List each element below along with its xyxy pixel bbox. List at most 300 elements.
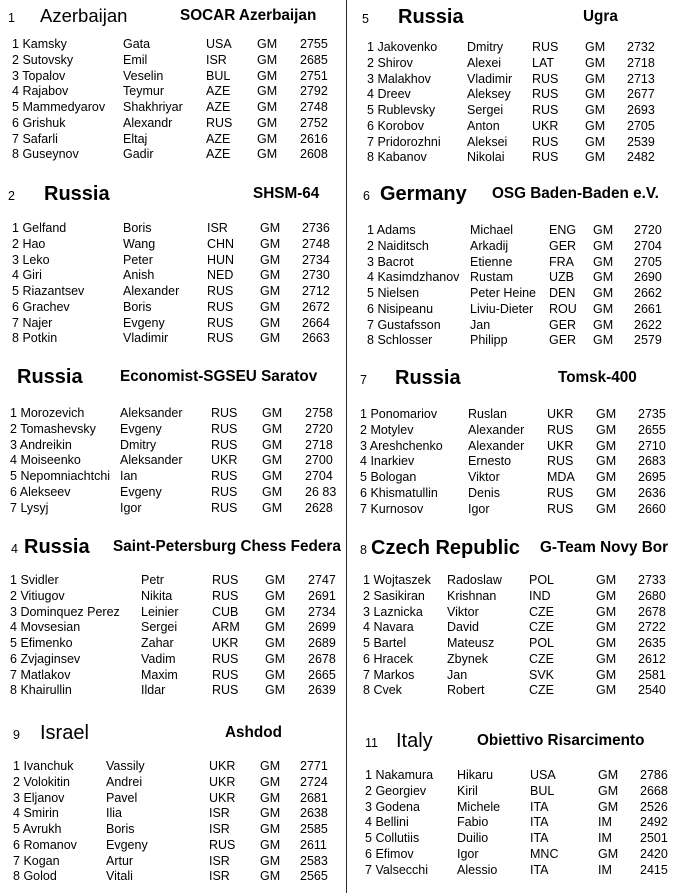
player-rating: 2579 — [634, 333, 662, 348]
board-number: 6 — [363, 651, 370, 666]
player-first-name: Pavel — [106, 790, 138, 805]
player-board-and-surname — [12, 331, 57, 347]
player-first-name: Aleksander — [120, 406, 183, 420]
team-seed-number: 2 — [8, 189, 15, 203]
player-federation: AZE — [206, 131, 231, 146]
player-rating: 2668 — [640, 783, 668, 798]
board-number: 1 — [13, 759, 20, 773]
player-first-name: Igor — [468, 501, 490, 516]
player-title: GM — [260, 759, 281, 773]
player-board-and-surname — [12, 284, 84, 300]
board-number: 4 — [360, 454, 367, 469]
player-row — [347, 502, 681, 518]
player-surname: Efimov — [375, 846, 414, 861]
player-rating: 2581 — [638, 667, 666, 682]
player-federation: FRA — [549, 254, 574, 269]
player-surname: Laznicka — [373, 604, 423, 619]
player-title: GM — [257, 100, 278, 114]
player-title: GM — [596, 651, 617, 666]
player-row — [347, 636, 681, 652]
player-title: GM — [585, 71, 606, 86]
player-row — [0, 37, 345, 53]
player-row — [0, 300, 345, 316]
player-title: GM — [596, 588, 617, 603]
team-seed-number: 5 — [362, 12, 369, 26]
player-row — [0, 668, 345, 684]
player-first-name: Boris — [123, 299, 152, 314]
board-number: 2 — [13, 774, 20, 789]
player-title: GM — [596, 422, 617, 437]
player-board-and-surname — [367, 270, 459, 286]
player-title: GM — [265, 620, 286, 635]
player-row — [347, 668, 681, 684]
player-rating: 2720 — [634, 223, 662, 237]
player-board-and-surname — [367, 302, 433, 318]
player-first-name: Evgeny — [120, 484, 162, 499]
player-federation: RUS — [212, 651, 239, 666]
player-title: GM — [585, 103, 606, 117]
player-federation: ENG — [549, 223, 577, 237]
player-first-name: Etienne — [470, 254, 513, 269]
player-title: GM — [585, 118, 606, 133]
player-first-name: Arkadij — [470, 238, 509, 253]
player-federation: RUS — [547, 485, 574, 500]
player-first-name: Anish — [123, 268, 155, 283]
player-first-name: Mateusz — [447, 636, 495, 650]
board-number: 8 — [12, 331, 19, 346]
board-number: 3 — [10, 604, 17, 619]
board-number: 6 — [12, 299, 19, 314]
player-surname: Guseynov — [22, 147, 79, 162]
board-number: 7 — [12, 131, 19, 146]
player-title: GM — [593, 317, 614, 332]
player-federation: RUS — [211, 469, 238, 483]
team-seed-number: 4 — [11, 542, 18, 556]
player-row — [0, 438, 345, 454]
player-first-name: Sergei — [141, 620, 178, 635]
player-surname: Jakovenko — [377, 40, 438, 54]
player-surname: Cvek — [373, 683, 402, 698]
board-number: 7 — [13, 853, 20, 868]
board-number: 3 — [363, 604, 370, 619]
player-surname: Collutiis — [375, 831, 420, 845]
player-title: GM — [257, 68, 278, 83]
player-first-name: Viktor — [447, 604, 479, 619]
player-first-name: Duilio — [457, 831, 489, 845]
player-title: GM — [596, 470, 617, 484]
board-number: 7 — [10, 667, 17, 682]
player-row — [347, 223, 681, 239]
player-rating: 2735 — [638, 407, 666, 421]
player-title: GM — [598, 783, 619, 798]
player-surname: Rajabov — [22, 84, 69, 99]
player-federation: ISR — [209, 806, 230, 821]
player-federation: RUS — [212, 667, 239, 682]
board-number: 4 — [13, 806, 20, 821]
player-rating: 2699 — [308, 620, 336, 635]
player-surname: Kamsky — [22, 37, 67, 51]
player-federation: POL — [529, 636, 555, 650]
player-board-and-surname — [360, 423, 414, 439]
player-surname: Bartel — [373, 636, 407, 650]
player-rating: 2655 — [638, 422, 666, 437]
player-surname: Kogan — [23, 853, 60, 868]
player-board-and-surname — [12, 300, 70, 316]
board-number: 4 — [10, 453, 17, 468]
player-surname: Movsesian — [20, 620, 81, 635]
board-number: 1 — [12, 37, 19, 51]
player-surname: Leko — [22, 252, 50, 267]
player-board-and-surname — [12, 237, 45, 253]
player-federation: RUS — [207, 331, 234, 346]
board-number: 2 — [363, 588, 370, 603]
player-row — [347, 605, 681, 621]
player-title: GM — [596, 485, 617, 500]
player-row — [347, 103, 681, 119]
player-surname: Navara — [373, 620, 414, 635]
board-number: 5 — [363, 636, 370, 650]
board-number: 2 — [12, 52, 19, 67]
board-number: 5 — [12, 100, 19, 114]
player-row — [347, 815, 681, 831]
player-rating: 2771 — [300, 759, 328, 773]
player-title: GM — [585, 150, 606, 165]
player-first-name: Dmitry — [120, 437, 157, 452]
player-board-and-surname — [12, 221, 66, 237]
player-board-and-surname — [367, 255, 414, 271]
player-first-name: Michael — [470, 223, 514, 237]
player-row — [0, 84, 345, 100]
team-club-name: Economist-SGSEU Saratov — [120, 368, 318, 385]
player-board-and-surname — [10, 501, 48, 517]
player-row — [347, 333, 681, 349]
board-number: 4 — [363, 620, 370, 635]
player-title: GM — [262, 421, 283, 436]
board-number: 2 — [10, 588, 17, 603]
player-first-name: Vitali — [106, 869, 133, 884]
player-federation: SVK — [529, 667, 555, 682]
player-surname: Grachev — [22, 299, 70, 314]
player-board-and-surname — [10, 620, 80, 636]
player-title: GM — [593, 254, 614, 269]
player-board-and-surname — [13, 854, 60, 870]
player-row — [347, 620, 681, 636]
board-number: 7 — [10, 500, 17, 515]
player-rating: 2748 — [302, 236, 330, 251]
board-number: 1 — [10, 573, 17, 587]
board-number: 3 — [367, 71, 374, 86]
player-first-name: Emil — [123, 52, 148, 67]
player-row — [347, 847, 681, 863]
player-rating: 2638 — [300, 806, 328, 821]
player-first-name: Leinier — [141, 604, 179, 619]
player-board-and-surname — [10, 469, 110, 485]
player-first-name: Peter Heine — [470, 286, 537, 300]
player-title: GM — [265, 667, 286, 682]
player-title: GM — [265, 604, 286, 619]
player-surname: Sasikiran — [373, 588, 425, 603]
board-number: 5 — [10, 636, 17, 650]
team-club-name: G-Team Novy Bor — [540, 539, 669, 556]
player-first-name: Liviu-Dieter — [470, 301, 534, 316]
player-federation: RUS — [532, 134, 559, 149]
player-rating: 2733 — [638, 573, 666, 587]
player-rating: 2526 — [640, 799, 668, 814]
player-board-and-surname — [367, 318, 441, 334]
board-number: 1 — [367, 223, 374, 237]
player-surname: Matlakov — [20, 667, 71, 682]
player-rating: 2720 — [305, 421, 333, 436]
player-title: GM — [260, 806, 281, 821]
player-board-and-surname — [363, 589, 425, 605]
team-country: Russia — [398, 6, 464, 28]
board-number: 4 — [12, 268, 19, 283]
player-rating: 2680 — [638, 588, 666, 603]
player-rating: 2415 — [640, 862, 668, 877]
player-federation: UZB — [549, 270, 574, 285]
player-rating: 2636 — [638, 485, 666, 500]
player-federation: ITA — [530, 831, 549, 845]
player-board-and-surname — [12, 84, 68, 100]
team-club-name: Tomsk-400 — [558, 369, 637, 386]
player-board-and-surname — [363, 573, 431, 589]
board-number: 6 — [10, 484, 17, 499]
player-row — [347, 150, 681, 166]
player-board-and-surname — [365, 800, 420, 816]
player-surname: Volokitin — [23, 774, 70, 789]
player-board-and-surname — [10, 485, 70, 501]
player-rating: 2736 — [302, 221, 330, 235]
player-title: GM — [262, 437, 283, 452]
player-first-name: Aleksander — [120, 453, 183, 468]
player-title: GM — [260, 790, 281, 805]
board-number: 6 — [13, 837, 20, 852]
player-title: GM — [257, 37, 278, 51]
player-row — [0, 53, 345, 69]
player-federation: CZE — [529, 604, 554, 619]
player-rating: 2755 — [300, 37, 328, 51]
player-title: GM — [596, 407, 617, 421]
player-rating: 2501 — [640, 831, 668, 845]
player-surname: Nakamura — [375, 768, 434, 782]
player-rating: 2492 — [640, 815, 668, 830]
player-title: IM — [598, 815, 612, 830]
player-row — [0, 620, 345, 636]
player-surname: Dreev — [377, 87, 411, 102]
player-board-and-surname — [13, 869, 57, 885]
team-roster — [0, 573, 345, 699]
player-board-and-surname — [10, 683, 72, 699]
team-country: Germany — [380, 183, 467, 205]
player-first-name: Igor — [457, 846, 479, 861]
player-rating: 2585 — [300, 822, 328, 836]
player-title: GM — [585, 87, 606, 102]
player-title: GM — [262, 469, 283, 483]
player-board-and-surname — [10, 636, 73, 652]
player-board-and-surname — [367, 72, 431, 88]
player-title: GM — [593, 270, 614, 285]
player-federation: UKR — [209, 790, 236, 805]
player-first-name: Radoslaw — [447, 573, 502, 587]
player-federation: CZE — [529, 651, 554, 666]
player-title: GM — [262, 500, 283, 515]
board-number: 8 — [363, 683, 370, 698]
player-title: GM — [260, 837, 281, 852]
team-country: Italy — [396, 730, 433, 752]
player-board-and-surname — [367, 135, 441, 151]
player-rating: 2672 — [302, 299, 330, 314]
player-board-and-surname — [365, 815, 409, 831]
board-number: 3 — [10, 437, 17, 452]
player-title: GM — [260, 315, 281, 330]
player-surname: Ponomariov — [370, 407, 438, 421]
player-board-and-surname — [13, 822, 61, 838]
player-first-name: Shakhriyar — [123, 100, 183, 114]
player-rating: 2663 — [302, 331, 330, 346]
team-country: Russia — [395, 367, 461, 389]
player-federation: ITA — [530, 815, 549, 830]
player-surname: Markos — [373, 667, 415, 682]
player-federation: UKR — [532, 118, 559, 133]
player-federation: ISR — [209, 853, 230, 868]
player-rating: 2700 — [305, 453, 333, 468]
player-row — [0, 237, 345, 253]
player-row — [347, 454, 681, 470]
player-first-name: Alexei — [467, 55, 502, 70]
player-title: GM — [596, 454, 617, 469]
player-rating: 2611 — [300, 837, 327, 852]
player-title: GM — [262, 406, 283, 420]
player-first-name: Jan — [470, 317, 491, 332]
player-federation: RUS — [532, 40, 559, 54]
board-number: 8 — [12, 147, 19, 162]
player-federation: UKR — [212, 636, 239, 650]
player-row — [347, 302, 681, 318]
player-rating: 2482 — [627, 150, 655, 165]
player-first-name: David — [447, 620, 479, 635]
team-seed-number: 1 — [8, 11, 15, 25]
player-federation: ISR — [207, 221, 228, 235]
player-first-name: Denis — [468, 485, 500, 500]
player-first-name: Ildar — [141, 683, 166, 698]
player-surname: Sutovsky — [22, 52, 74, 67]
player-row — [347, 470, 681, 486]
player-row — [0, 116, 345, 132]
player-row — [0, 806, 345, 822]
player-rating: 2724 — [300, 774, 328, 789]
player-surname: Ivanchuk — [23, 759, 74, 773]
board-number: 7 — [363, 667, 370, 682]
player-row — [347, 652, 681, 668]
player-row — [0, 605, 345, 621]
player-federation: UKR — [211, 453, 238, 468]
player-rating: 2689 — [308, 636, 336, 650]
player-title: GM — [260, 822, 281, 836]
board-number: 5 — [365, 831, 372, 845]
player-rating: 2539 — [627, 134, 655, 149]
player-federation: LAT — [532, 55, 554, 70]
player-board-and-surname — [10, 573, 59, 589]
player-row — [347, 270, 681, 286]
board-number: 4 — [367, 87, 374, 102]
board-number: 5 — [360, 470, 367, 484]
player-row — [347, 87, 681, 103]
player-row — [0, 683, 345, 699]
player-title: GM — [257, 131, 278, 146]
player-surname: Kurnosov — [370, 501, 424, 516]
player-first-name: Ernesto — [468, 454, 512, 469]
player-first-name: Andrei — [106, 774, 143, 789]
player-first-name: Vadim — [141, 651, 176, 666]
player-surname: Smirin — [23, 806, 59, 821]
player-board-and-surname — [367, 286, 419, 302]
player-row — [0, 453, 345, 469]
player-surname: Moiseenko — [20, 453, 81, 468]
player-board-and-surname — [10, 453, 81, 469]
player-federation: RUS — [532, 150, 559, 165]
player-surname: Dominquez Perez — [20, 604, 120, 619]
team-roster — [347, 768, 681, 878]
player-row — [347, 135, 681, 151]
player-first-name: Maxim — [141, 667, 178, 682]
player-rating: 26 83 — [305, 484, 337, 499]
board-number: 2 — [360, 422, 367, 437]
player-first-name: Robert — [447, 683, 485, 698]
player-title: GM — [585, 40, 606, 54]
player-row — [347, 423, 681, 439]
player-federation: NED — [207, 268, 234, 283]
player-board-and-surname — [367, 56, 413, 72]
player-surname: Romanov — [23, 837, 77, 852]
player-rating: 2664 — [302, 315, 330, 330]
player-title: GM — [260, 221, 281, 235]
player-board-and-surname — [10, 406, 84, 422]
player-row — [0, 485, 345, 501]
player-first-name: Alessio — [457, 862, 498, 877]
board-number: 3 — [13, 790, 20, 805]
player-first-name: Nikita — [141, 588, 173, 603]
player-rating: 2683 — [638, 454, 666, 469]
player-federation: BUL — [206, 68, 231, 83]
player-federation: RUS — [532, 87, 559, 102]
player-federation: UKR — [547, 407, 574, 421]
player-row — [347, 573, 681, 589]
player-board-and-surname — [363, 605, 423, 621]
player-board-and-surname — [360, 454, 414, 470]
player-federation: ITA — [530, 799, 549, 814]
player-title: GM — [596, 438, 617, 453]
player-row — [347, 56, 681, 72]
board-number: 5 — [13, 822, 20, 836]
player-surname: Pridorozhni — [377, 134, 441, 149]
player-title: GM — [257, 147, 278, 162]
team-roster — [347, 223, 681, 349]
player-first-name: Igor — [120, 500, 142, 515]
player-surname: Rublevsky — [377, 103, 436, 117]
player-surname: Motylev — [370, 422, 414, 437]
player-first-name: Gata — [123, 37, 151, 51]
player-first-name: Veselin — [123, 68, 164, 83]
player-rating: 2583 — [300, 853, 328, 868]
right-column — [347, 0, 681, 893]
player-first-name: Ian — [120, 469, 138, 483]
board-number: 7 — [12, 315, 19, 330]
player-title: GM — [260, 299, 281, 314]
player-rating: 2628 — [305, 500, 333, 515]
player-rating: 2713 — [627, 71, 655, 86]
player-federation: BUL — [530, 783, 555, 798]
player-board-and-surname — [365, 784, 426, 800]
